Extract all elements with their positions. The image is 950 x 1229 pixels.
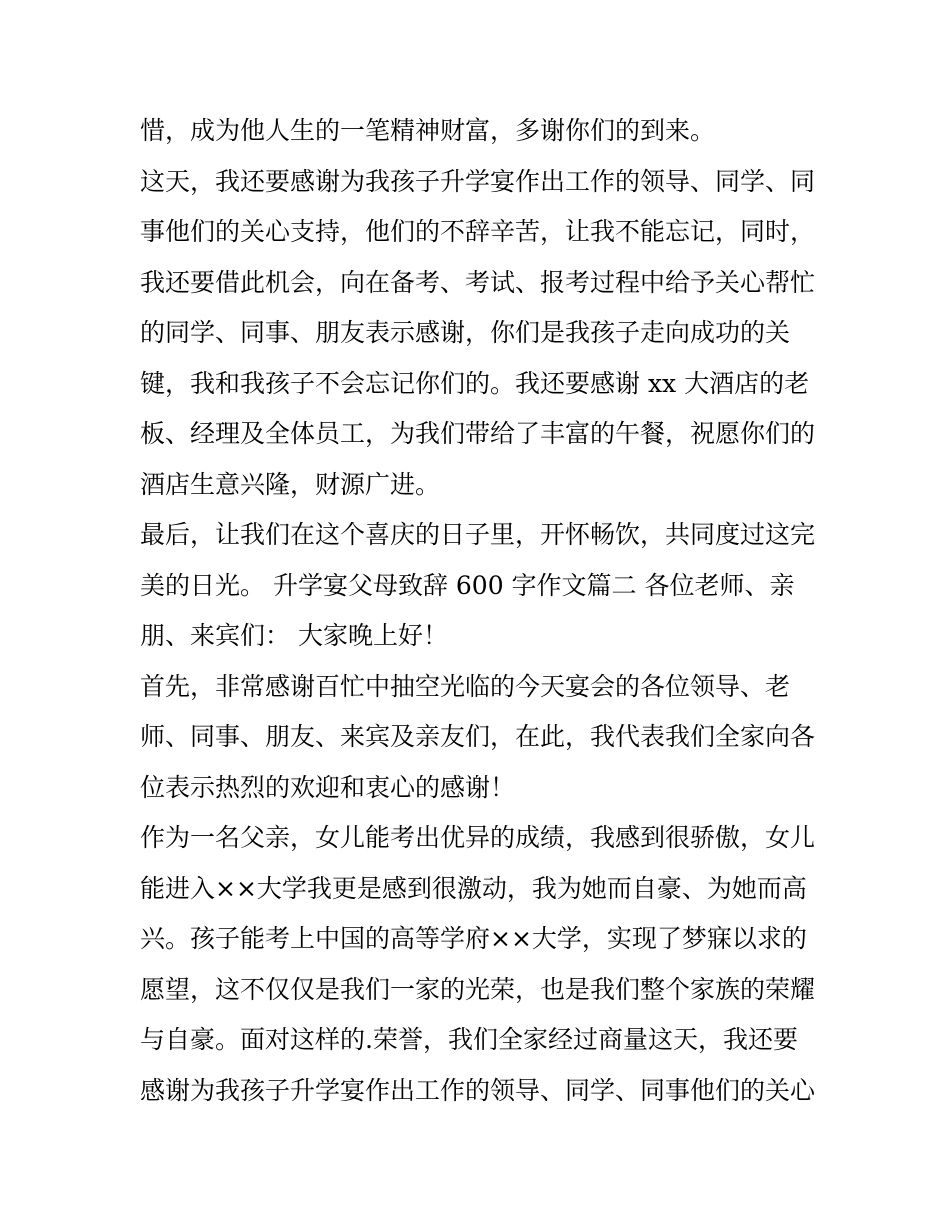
text-line: 作为一名父亲，女儿能考出优异的成绩，我感到很骄傲，女儿 <box>140 823 816 852</box>
text-line: 事他们的关心支持，他们的不辞辛苦，让我不能忘记，同时， <box>140 217 816 246</box>
text-line: 的同学、同事、朋友表示感谢，你们是我孩子走向成功的关 <box>140 318 791 347</box>
text-line: 键，我和我孩子不会忘记你们的。我还要感谢 xx 大酒店的老 <box>140 368 810 398</box>
text-line: 首先，非常感谢百忙中抽空光临的今天宴会的各位领导、老 <box>140 671 791 701</box>
text-line: 感谢为我孩子升学宴作出工作的领导、同学、同事他们的关心 <box>140 1075 816 1105</box>
text-line: 惜，成为他人生的一笔精神财富，多谢你们的到来。 <box>140 116 716 145</box>
text-line: 美的日光。 升学宴父母致辞 600 字作文篇二 各位老师、亲 <box>140 570 795 600</box>
text-line: 与自豪。面对这样的.荣誉，我们全家经过商量这天，我还要 <box>140 1025 798 1054</box>
text-line: 兴。孩子能考上中国的高等学府××大学，实现了梦寐以求的 <box>140 924 807 953</box>
text-line: 最后，让我们在这个喜庆的日子里，开怀畅饮，共同度过这完 <box>140 520 816 549</box>
text-line: 这天，我还要感谢为我孩子升学宴作出工作的领导、同学、同 <box>140 166 816 196</box>
document-body <box>140 106 820 1116</box>
text-line: 朋、来宾们： 大家晚上好！ <box>140 621 448 650</box>
text-line: 愿望，这不仅仅是我们一家的光荣，也是我们整个家族的荣耀 <box>140 974 816 1004</box>
text-line: 板、经理及全体员工，为我们带给了丰富的午餐，祝愿你们的 <box>140 419 816 448</box>
text-line: 能进入××大学我更是感到很激动，我为她而自豪、为她而高 <box>140 873 807 903</box>
text-line: 位表示热烈的欢迎和衷心的感谢！ <box>140 772 516 802</box>
text-line: 酒店生意兴隆，财源广进。 <box>140 469 441 499</box>
text-line: 师、同事、朋友、来宾及亲友们，在此，我代表我们全家向各 <box>140 722 816 751</box>
text-line: 我还要借此机会，向在备考、考试、报考过程中给予关心帮忙 <box>140 267 816 297</box>
